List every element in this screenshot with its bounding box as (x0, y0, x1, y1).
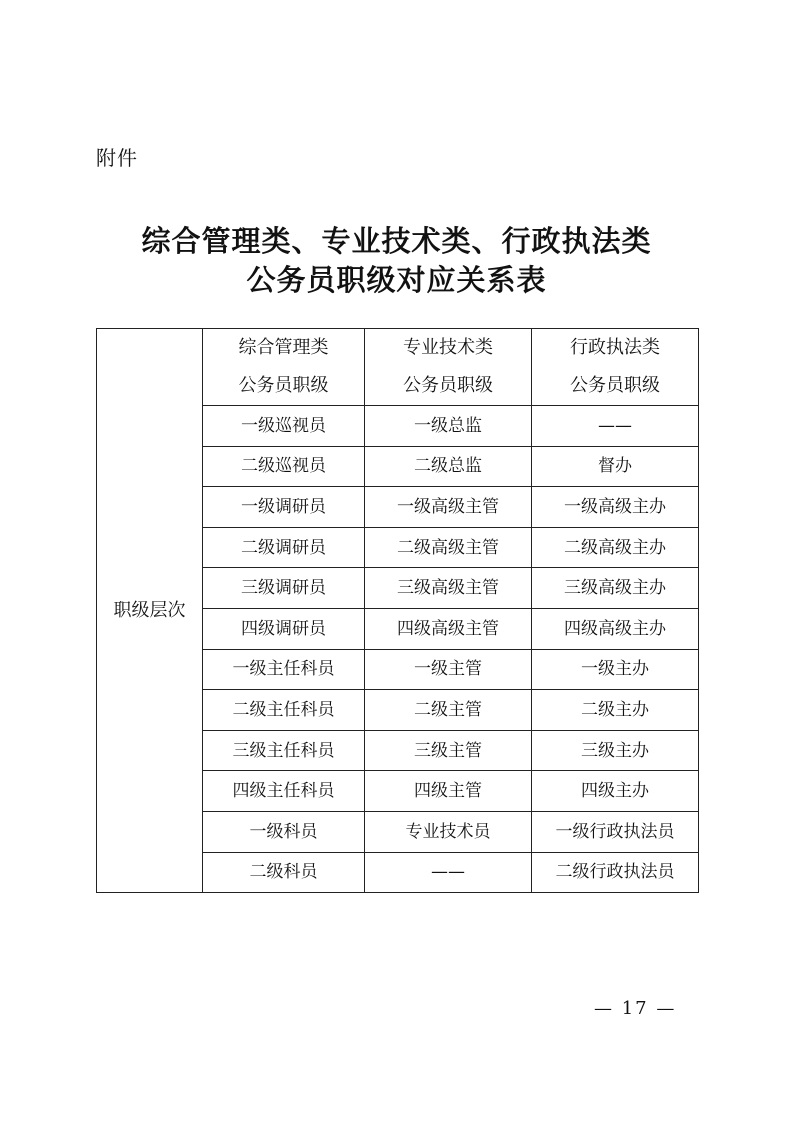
table-cell: —— (365, 852, 532, 893)
document-title-line1: 综合管理类、专业技术类、行政执法类 (141, 224, 652, 258)
document-title-line2: 公务员职级对应关系表 (246, 263, 547, 297)
table-header-row (97, 329, 699, 406)
table-cell: 专业技术员 (365, 811, 532, 852)
table-cell: 一级高级主管 (365, 487, 532, 528)
table-cell: 三级主办 (532, 730, 699, 771)
table-cell: 二级高级主管 (365, 527, 532, 568)
table-cell: 四级调研员 (203, 608, 365, 649)
table-cell: 一级巡视员 (203, 406, 365, 447)
table-cell: 四级主任科员 (203, 771, 365, 812)
table-cell: 一级调研员 (203, 487, 365, 528)
column-header-line: 公务员职级 (403, 375, 493, 396)
column-header-line: 综合管理类 (238, 337, 329, 358)
table-cell: 二级主办 (532, 690, 699, 731)
table-cell: —— (532, 406, 699, 447)
table-cell: 四级主办 (532, 771, 699, 812)
table-cell: 一级主管 (365, 649, 532, 690)
table-cell: 四级高级主管 (365, 608, 532, 649)
table-cell: 二级主管 (365, 690, 532, 731)
column-header-line: 公务员职级 (238, 375, 329, 396)
table-cell: 三级主任科员 (203, 730, 365, 771)
table-cell: 二级高级主办 (532, 527, 699, 568)
table-cell: 三级调研员 (203, 568, 365, 609)
table-body (97, 329, 699, 893)
table-cell: 二级行政执法员 (532, 852, 699, 893)
page-number: — 17 — (594, 998, 677, 1019)
table-cell: 二级总监 (365, 446, 532, 487)
table-cell: 二级调研员 (203, 527, 365, 568)
table-cell: 一级高级主办 (532, 487, 699, 528)
table-cell: 一级科员 (203, 811, 365, 852)
table-cell: 三级高级主管 (365, 568, 532, 609)
table-cell: 一级行政执法员 (532, 811, 699, 852)
table-cell: 一级总监 (365, 406, 532, 447)
column-header-line: 专业技术类 (403, 337, 493, 358)
column-header-professional-technical (365, 329, 532, 406)
column-header-line: 行政执法类 (570, 337, 660, 358)
table-cell: 四级主管 (365, 771, 532, 812)
row-header-cell: 职级层次 (97, 329, 203, 893)
column-header-administrative-enforcement (532, 329, 699, 406)
table-cell: 四级高级主办 (532, 608, 699, 649)
table-cell: 二级科员 (203, 852, 365, 893)
table-cell: 三级高级主办 (532, 568, 699, 609)
table-cell: 三级主管 (365, 730, 532, 771)
attachment-label: 附件 (96, 146, 138, 170)
table-cell: 二级巡视员 (203, 446, 365, 487)
table-cell: 一级主办 (532, 649, 699, 690)
column-header-general-management (203, 329, 365, 406)
table-cell: 二级主任科员 (203, 690, 365, 731)
table-cell: 一级主任科员 (203, 649, 365, 690)
column-header-line: 公务员职级 (570, 375, 660, 396)
rank-correspondence-table (96, 328, 699, 893)
table-cell: 督办 (532, 446, 699, 487)
